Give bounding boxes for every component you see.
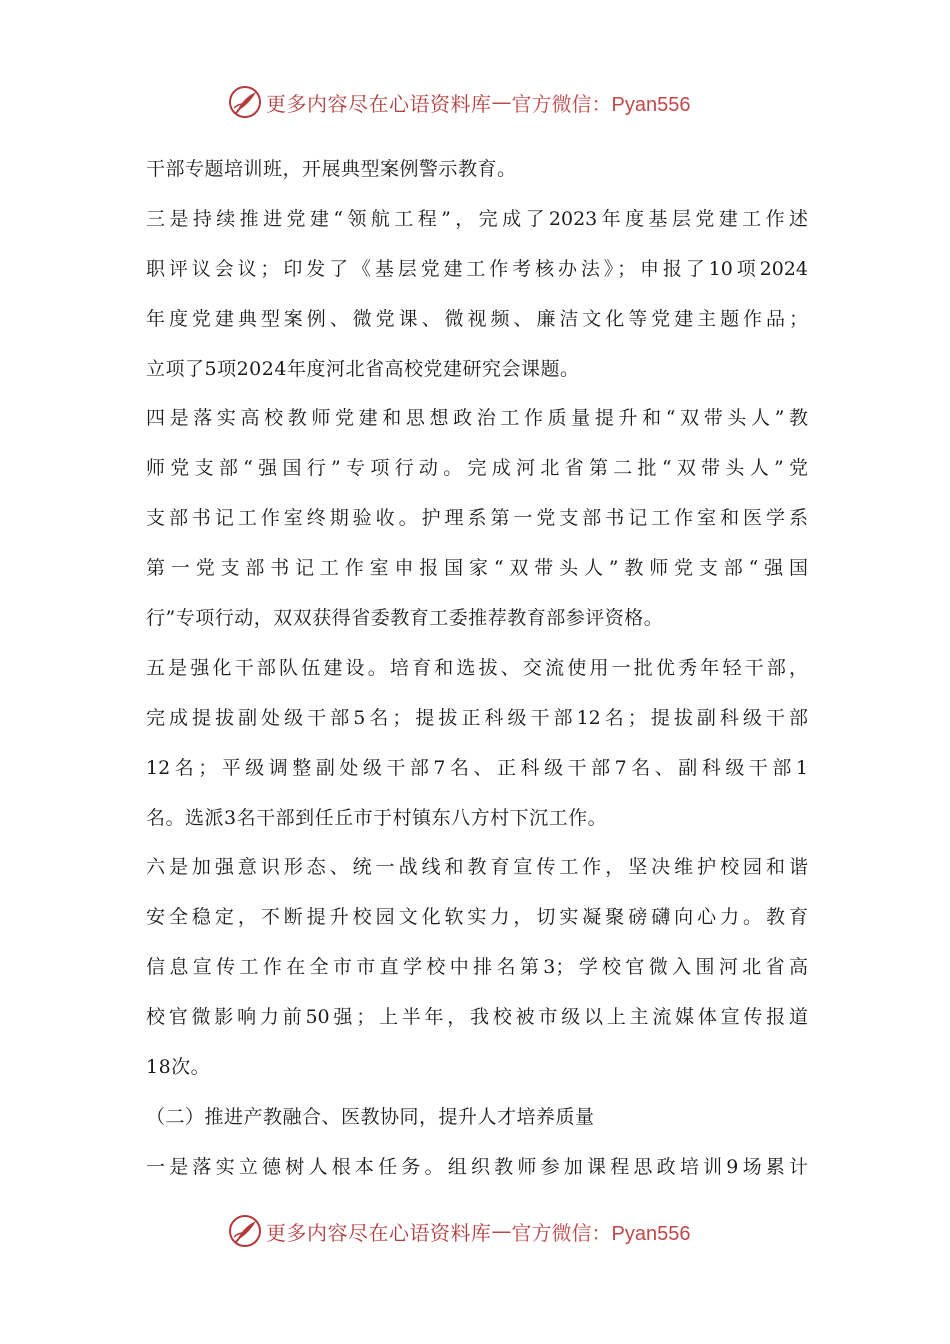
text-line: （二）推进产教融合、医教协同，提升人才培养质量 [146, 1105, 595, 1128]
text-line: 干部专题培训班，开展典型案例警示教育。 [146, 158, 517, 180]
quill-pen-logo-icon [228, 85, 262, 119]
text-line: 18次。 [146, 1056, 211, 1079]
text-line: 三是持续推进党建“领航工程”，完成了2023年度基层党建工作述 [146, 207, 808, 230]
text-line: 信息宣传工作在全市市直学校中排名第3；学校官微入围河北省高 [146, 956, 808, 979]
text-line: 立项了5项2024年度河北省高校党建研究会课题。 [146, 357, 580, 380]
watermark-contact: 官方微信：Pyan556 [511, 93, 691, 116]
footer-watermark [228, 1211, 690, 1251]
document-body [146, 145, 808, 1193]
watermark-separator: — [491, 1219, 512, 1243]
text-line: 师党支部“强国行”专项行动。完成河北省第二批“双带头人”党 [146, 457, 808, 480]
text-line: 名。选派3名干部到任丘市于村镇东八方村下沉工作。 [146, 806, 608, 829]
text-line: 六是加强意识形态、统一战线和教育宣传工作，坚决维护校园和谐 [146, 856, 808, 879]
text-line: 完成提拔副处级干部5名；提拔正科级干部12名；提拔副科级干部 [146, 706, 808, 729]
text-line: 五是强化干部队伍建设。培育和选拔、交流使用一批优秀年轻干部， [146, 656, 808, 679]
text-line: 支部书记工作室终期验收。护理系第一党支部书记工作室和医学系 [146, 507, 808, 530]
watermark-contact: 官方微信：Pyan556 [511, 1222, 691, 1245]
watermark-separator: — [491, 90, 512, 114]
quill-pen-logo-icon [228, 1214, 262, 1248]
text-line: 四是落实高校教师党建和思想政治工作质量提升和“双带头人”教 [146, 407, 808, 430]
text-line: 年度党建典型案例、微党课、微视频、廉洁文化等党建主题作品； [146, 307, 808, 330]
text-line: 行”专项行动，双双获得省委教育工委推荐教育部参评资格。 [146, 607, 664, 630]
text-line: 第一党支部书记工作室申报国家“双带头人”教师党支部“强国 [146, 557, 808, 580]
text-line: 一是落实立德树人根本任务。组织教师参加课程思政培训9场累计 [146, 1155, 808, 1178]
watermark-text: 更多内容尽在心语资料库 [266, 1220, 492, 1245]
text-line: 12名；平级调整副处级干部7名、正科级干部7名、副科级干部1 [146, 756, 808, 779]
text-line: 职评议会议；印发了《基层党建工作考核办法》；申报了10项2024 [146, 257, 808, 280]
header-watermark [228, 82, 690, 122]
text-line: 校官微影响力前50强；上半年，我校被市级以上主流媒体宣传报道 [146, 1006, 808, 1029]
watermark-text: 更多内容尽在心语资料库 [266, 91, 492, 116]
text-line: 安全稳定，不断提升校园文化软实力，切实凝聚磅礴向心力。教育 [146, 906, 808, 929]
